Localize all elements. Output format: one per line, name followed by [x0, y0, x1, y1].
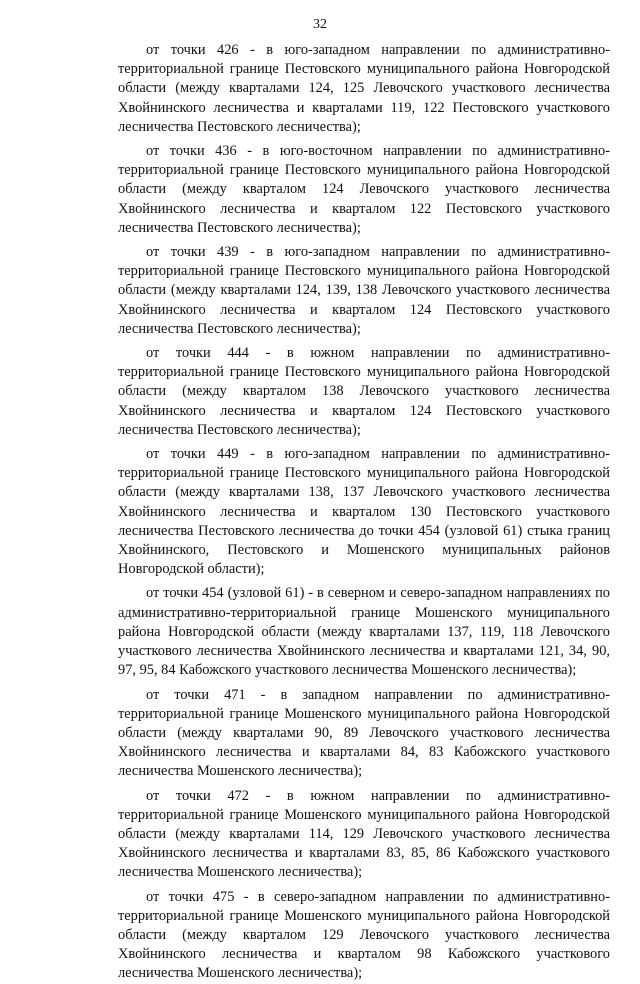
- paragraph-point-449: от точки 449 - в юго-западном направлении по административно-территориальной границе Пестовского муниципального района Новгородской области (между кварталами 138, 137 Левочского участкового лесничества Хвойнинского лесничества и кварталом 130 Пестовского участкового лесничества Пестовского лесничества до точки 454 (узловой 61) стыка границ Хвойнинского, Пестовского и Мошенского муниципальных районов Новгородской области);: [118, 446, 610, 578]
- paragraph-point-475: от точки 475 - в северо-западном направлении по административно-территориальной границе Мошенского муниципального района Новгородской области (между кварталом 129 Левочского участкового лесничества Хвойнинского лесничества и кварталом 98 Кабожского участкового лесничества Мошенского лесничества);: [118, 888, 610, 982]
- page-number: 32: [313, 17, 327, 32]
- paragraph-point-454: от точки 454 (узловой 61) - в северном и северо-западном направлениях по административно-территориальной границе Мошенского муниципального района Новгородской области (между кварталами 137, 119, 118 Левочского участкового лесничества Хвойнинского лесничества и кварталами 121, 34, 90, 97, 95, 84 Кабожского участкового лесничества Мошенского лесничества);: [118, 585, 610, 679]
- document-body: [118, 41, 610, 984]
- paragraph-point-471: от точки 471 - в западном направлении по административно-территориальной границе Мошенского муниципального района Новгородской области (между кварталами 90, 89 Левочского участкового лесничества Хвойнинского лесничества и кварталами 84, 83 Кабожского участкового лесничества Мошенского лесничества);: [118, 686, 610, 780]
- paragraph-point-444: от точки 444 - в южном направлении по административно-территориальной границе Пестовского муниципального района Новгородской области (между кварталом 138 Левочского участкового лесничества Хвойнинского лесничества и кварталом 124 Пестовского участкового лесничества Пестовского лесничества);: [118, 345, 610, 438]
- paragraph-point-472: от точки 472 - в южном направлении по административно-территориальной границе Мошенского муниципального района Новгородской области (между кварталами 114, 129 Левочского участкового лесничества Хвойнинского лесничества и кварталами 83, 85, 86 Кабожского участкового лесничества Мошенского лесничества);: [118, 787, 610, 881]
- paragraph-point-439: от точки 439 - в юго-западном направлении по административно-территориальной границе Пестовского муниципального района Новгородской области (между кварталами 124, 139, 138 Левочского участкового лесничества Хвойнинского лесничества и кварталом 124 Пестовского участкового лесничества Пестовского лесничества);: [118, 244, 610, 337]
- paragraph-point-436: от точки 436 - в юго-восточном направлении по административно-территориальной границе Пестовского муниципального района Новгородской области (между кварталом 124 Левочского участкового лесничества Хвойнинского лесничества и кварталом 122 Пестовского участкового лесничества Пестовского лесничества);: [118, 143, 610, 236]
- paragraph-point-426: от точки 426 - в юго-западном направлении по административно-территориальной границе Пестовского муниципального района Новгородской области (между кварталами 124, 125 Левочского участкового лесничества Хвойнинского лесничества и кварталами 119, 122 Пестовского участкового лесничества Пестовского лесничества);: [118, 42, 610, 135]
